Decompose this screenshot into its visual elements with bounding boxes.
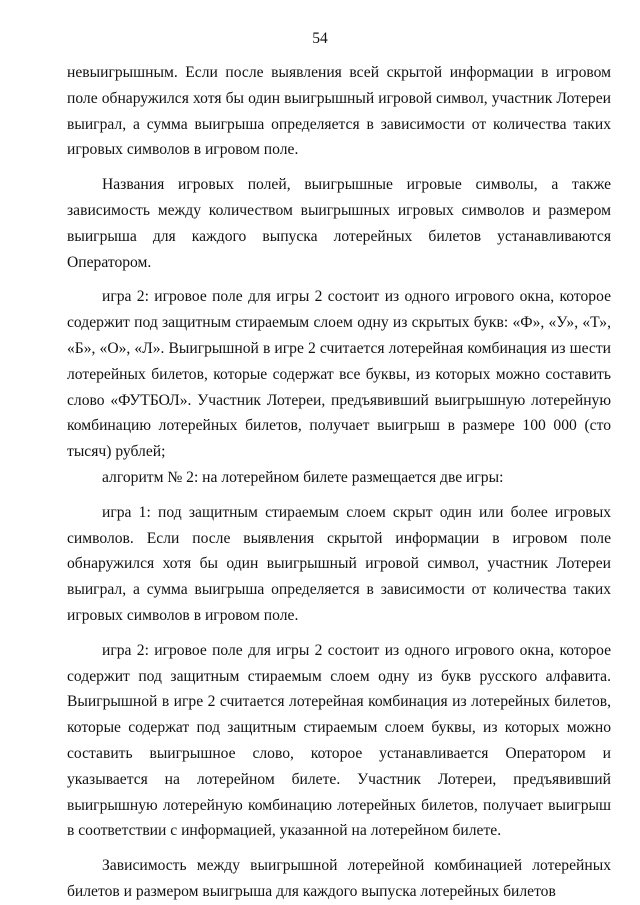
- document-body: [67, 60, 611, 905]
- paragraph-continuation: невыигрышным. Если после выявления всей скрытой информации в игровом поле обнаружился хотя бы один выигрышный игровой символ, участник Лотереи выиграл, а сумма выигрыша определяется в зависимости от количества таких игровых символов в игровом поле.: [67, 64, 611, 159]
- paragraph-prize-dependency: Зависимость между выигрышной лотерейной комбинацией лотерейных билетов и размером выигрыша для каждого выпуска лотерейных билетов: [67, 857, 611, 900]
- paragraph-algorithm-2: алгоритм № 2: на лотерейном билете размещается две игры:: [102, 468, 504, 486]
- paragraph-game-fields-note: Названия игровых полей, выигрышные игровые символы, а также зависимость между количеством выигрышных игровых символов и размером выигрыша для каждого выпуска лотерейных билетов устанавливаются Оператором.: [67, 176, 611, 271]
- paragraph-game-2-football: игра 2: игровое поле для игры 2 состоит из одного игрового окна, которое содержит под защитным стираемым слоем одну из скрытых букв: «Ф», «У», «Т», «Б», «О», «Л». Выигрышной в игре 2 считается лотерейная комбинация из шести лотерейных билетов, которые содержат все буквы, из которых можно составить слово «ФУТБОЛ». Участник Лотереи, предъявивший выигрышную лотерейную комбинацию лотерейных билетов, получает выигрыш в размере 100 000 (сто тысяч) рублей;: [67, 288, 611, 461]
- paragraph-algorithm-2-game-1: игра 1: под защитным стираемым слоем скрыт один или более игровых символов. Если после выявления скрытой информации в игровом поле обнаружился хотя бы один выигрышный игровой символ, участник Лотереи выиграл, а сумма выигрыша определяется в зависимости от количества таких игровых символов в игровом поле.: [67, 503, 611, 624]
- page-number: 54: [312, 30, 328, 47]
- paragraph-algorithm-2-game-2: игра 2: игровое поле для игры 2 состоит из одного игрового окна, которое содержит под защитным стираемым слоем одну из букв русского алфавита. Выигрышной в игре 2 считается лотерейная комбинация из лотерейных билетов, которые содержат под защитным стираемым слоем буквы, из которых можно составить выигрышное слово, которое устанавливается Оператором и указывается на лотерейном билете. Участник Лотереи, предъявивший выигрышную лотерейную комбинацию лотерейных билетов, получает выигрыш в соответствии с информацией, указанной на лотерейном билете.: [67, 641, 611, 840]
